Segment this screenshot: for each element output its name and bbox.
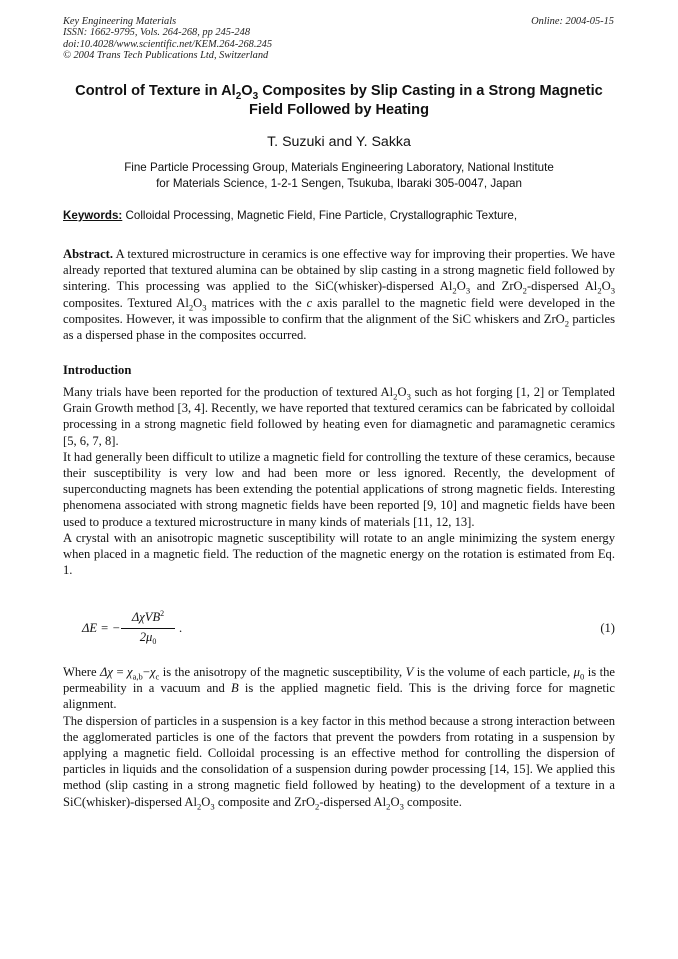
paragraph: A crystal with an anisotropic magnetic susceptibility will rotate to an angle minimizing the system energy when placed in a magnetic field. The reduction of the magnetic energy on the rotation is estimated from Eq. 1. bbox=[63, 530, 615, 578]
keywords-label: Keywords: bbox=[63, 209, 123, 222]
affiliation: Fine Particle Processing Group, Materials Engineering Laboratory, National Institute for Materials Science, 1-2-1 Sengen, Tsukuba, Ibaraki 305-0047, Japan bbox=[124, 161, 554, 190]
equation-number: (1) bbox=[600, 621, 615, 635]
fraction-bar bbox=[121, 628, 175, 629]
abstract: Abstract. A textured microstructure in ceramics is one effective way for improving their properties. We have already reported that textured alumina can be obtained by slip casting in a strong magnetic field followed by sintering. This processing was applied to the SiC(whisker)-dispersed $Al_2O_3$ and ZrO$_2$-dispersed $Al_2O_3$ composites. Textured $Al_2O_3$ matrices with the c axis parallel to the magnetic field were developed in the composites. However, it was impossible to confirm that the alignment of the SiC whiskers and ZrO$_2$ particles as a dispersed phase in the composites occurred. bbox=[63, 247, 616, 343]
journal-name: Key Engineering Materials bbox=[63, 16, 177, 27]
abstract-label: Abstract. bbox=[63, 247, 114, 261]
section-heading-introduction: Introduction bbox=[63, 363, 132, 377]
paragraph: Many trials have been reported for the production of textured $Al_2O_3$ such as hot forging [1, 2] or Templated Grain Growth method [3, 4]. Recently, we have reported that textured ceramics can be fabricated by colloidal processing in a strong magnetic field followed by heating even for diamagnetic and paramagnetic ceramics [5, 6, 7, 8]. bbox=[63, 385, 615, 448]
authors: T. Suzuki and Y. Sakka bbox=[267, 134, 411, 150]
journal-meta bbox=[63, 16, 272, 62]
online-date: Online: 2004-05-15 bbox=[531, 16, 614, 27]
introduction-body bbox=[63, 384, 615, 578]
equation-lhs: ΔE = − bbox=[82, 621, 121, 635]
equation-numerator: ΔχVB$^2$ bbox=[131, 609, 165, 624]
issn-line: ISSN: 1662-9795, Vols. 264-268, pp 245-248 bbox=[63, 27, 251, 39]
equation-denominator: $2\mu_0$ bbox=[139, 630, 157, 646]
paragraph: Where $\Delta\chi = \chi_{a,b}-\chi_c$ is the anisotropy of the magnetic susceptibility, V is the volume of each particle, $\mu_0$ is the permeability in a vacuum and B is the applied magnetic field. This is the driving force for magnetic alignment. bbox=[63, 665, 615, 712]
keywords-text: Colloidal Processing, Magnetic Field, Fine Particle, Crystallographic Texture, bbox=[122, 209, 518, 222]
paragraph: It had generally been difficult to utilize a magnetic field for controlling the texture of these ceramics, because their susceptibility is very low and had been more or less ignored. Recently, the development of superconducting magnets has been extending the potential applications of strong magnetic fields. Interesting phenomena associated with strong magnetic fields have been reported [9, 10] and magnetic fields have been used to produce a textured microstructure in many kinds of materials [11, 12, 13]. bbox=[63, 449, 615, 529]
paragraph: The dispersion of particles in a suspension is a key factor in this method because a strong interaction between the agglomerated particles is one of the factors that prevent the powders from rotating in a suspension by applying a magnetic field. Colloidal processing is an effective method for controlling the dispersion of particles in liquids and the consolidation of a suspension during powder processing [14, 15]. We applied this method (slip casting in a strong magnetic field followed by heating) to the development of a texture in a SiC(whisker)-dispersed $Al_2O_3$ composite and ZrO$_2$-dispersed $Al_2O_3$ composite. bbox=[63, 713, 615, 812]
paper-title: Control of Texture in $Al_2O_3$ Composites by Slip Casting in a Strong Magnetic Field Followed by Heating bbox=[75, 83, 603, 118]
copyright-line: © 2004 Trans Tech Publications Ltd, Switzerland bbox=[63, 50, 269, 62]
post-equation-body bbox=[63, 664, 615, 810]
keywords bbox=[63, 208, 623, 223]
equation-1: ΔE = − ΔχVB$^2$ $2\mu_0$ . (1) bbox=[82, 609, 615, 646]
doi-line: doi:10.4028/www.scientific.net/KEM.264-268.245 bbox=[63, 38, 273, 50]
